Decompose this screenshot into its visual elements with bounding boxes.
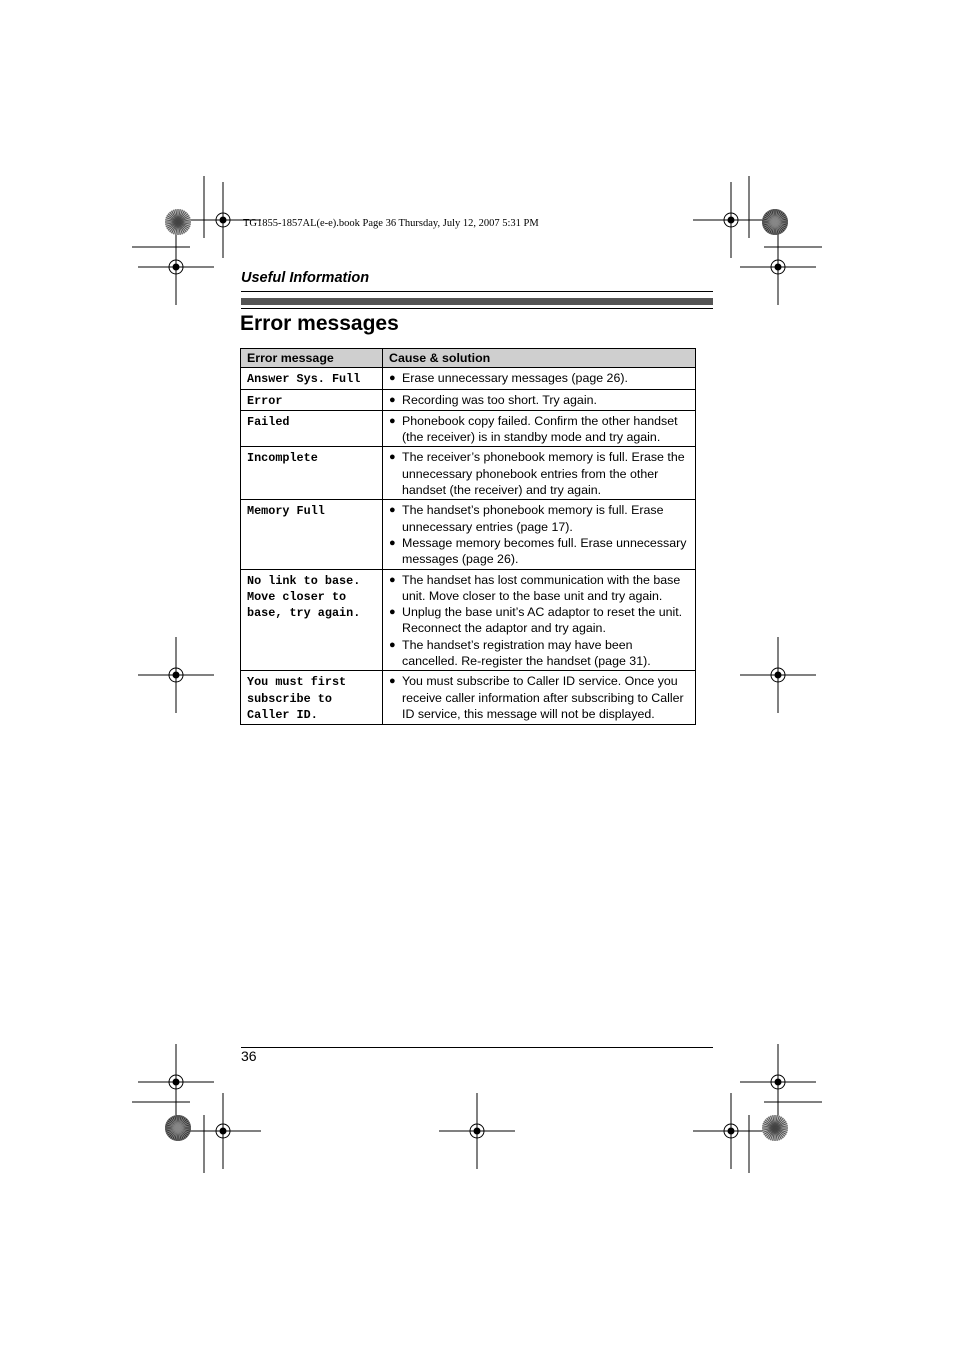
column-header-message: Error message xyxy=(241,349,383,368)
file-slug: TG1855-1857AL(e-e).book Page 36 Thursday, July 12, 2007 5:31 PM xyxy=(243,218,539,229)
table-row xyxy=(241,671,696,725)
table-header-row xyxy=(241,349,696,368)
error-message-cell: Incomplete xyxy=(241,447,383,500)
registration-mark-icon xyxy=(693,182,769,258)
cause-text: Phonebook copy failed. Confirm the other handset (the receiver) is in standby mode and try again. xyxy=(402,413,678,445)
bullet-icon: ● xyxy=(389,504,396,517)
page-number: 36 xyxy=(241,1048,257,1064)
cause-text: Unplug the base unit’s AC adaptor to reset the unit. Reconnect the adaptor and try again. xyxy=(402,605,683,636)
registration-mark-icon xyxy=(185,1093,261,1169)
cause-item xyxy=(389,449,689,498)
cause-text: The handset’s phonebook memory is full. Erase unnecessary entries (page 17). xyxy=(402,503,664,534)
bullet-icon: ● xyxy=(389,638,396,651)
starburst-mark-icon xyxy=(762,209,788,235)
section-heading: Useful Information xyxy=(241,270,370,286)
registration-mark-icon xyxy=(740,229,816,305)
cause-item xyxy=(389,502,689,535)
bullet-icon: ● xyxy=(389,372,396,385)
cause-solution-cell xyxy=(383,368,696,389)
table-row xyxy=(241,500,696,569)
starburst-mark-icon xyxy=(165,1115,191,1141)
cause-text: The handset’s registration may have been cancelled. Re-register the handset (page 31). xyxy=(402,637,651,669)
cause-text: You must subscribe to Caller ID service. Once you receive caller information after subscribing to Caller ID service, this message will not be displayed. xyxy=(402,674,684,721)
page-title: Error messages xyxy=(240,312,399,335)
cause-solution-cell xyxy=(383,389,696,410)
cause-text: The handset has lost communication with the base unit. Move closer to the base unit and try again. xyxy=(402,572,681,603)
cause-solution-cell xyxy=(383,447,696,500)
table-row xyxy=(241,447,696,500)
error-message-cell: You must first subscribe to Caller ID. xyxy=(241,671,383,725)
error-table xyxy=(240,348,696,725)
bullet-icon: ● xyxy=(389,451,396,464)
error-message-cell: Error xyxy=(241,389,383,410)
cause-item xyxy=(389,535,689,568)
table-row xyxy=(241,389,696,410)
footer-rule xyxy=(241,1047,713,1048)
table-row xyxy=(241,410,696,447)
error-message-cell: Failed xyxy=(241,410,383,447)
cause-solution-cell xyxy=(383,500,696,569)
registration-mark-icon xyxy=(138,1044,214,1120)
cause-text: Message memory becomes full. Erase unnecessary messages (page 26). xyxy=(402,535,687,567)
column-header-cause: Cause & solution xyxy=(383,349,696,368)
table-row xyxy=(241,569,696,671)
table-row xyxy=(241,368,696,389)
bullet-icon: ● xyxy=(389,675,396,688)
error-message-cell: Answer Sys. Full xyxy=(241,368,383,389)
cause-text: Recording was too short. Try again. xyxy=(402,392,597,407)
cause-text: Erase unnecessary messages (page 26). xyxy=(402,371,628,386)
registration-mark-icon xyxy=(439,1093,515,1169)
bullet-icon: ● xyxy=(389,606,396,619)
bullet-icon: ● xyxy=(389,573,396,586)
cause-solution-cell xyxy=(383,671,696,725)
header-rule xyxy=(241,291,713,292)
cause-solution-cell xyxy=(383,410,696,447)
header-rule-lower xyxy=(241,308,713,309)
registration-mark-icon xyxy=(740,1044,816,1120)
header-bar xyxy=(241,298,713,305)
bullet-icon: ● xyxy=(389,393,396,406)
error-message-cell: Memory Full xyxy=(241,500,383,569)
cause-item xyxy=(389,572,689,605)
registration-mark-icon xyxy=(138,229,214,305)
cause-item xyxy=(389,604,689,637)
cause-item xyxy=(389,413,689,446)
error-message-cell: No link to base. Move closer to base, try again. xyxy=(241,569,383,671)
bullet-icon: ● xyxy=(389,414,396,427)
cause-item xyxy=(389,673,689,722)
cause-item xyxy=(389,637,689,670)
cause-item xyxy=(389,370,689,386)
registration-mark-icon xyxy=(693,1093,769,1169)
bullet-icon: ● xyxy=(389,536,396,549)
cause-solution-cell xyxy=(383,569,696,671)
registration-mark-icon xyxy=(740,637,816,713)
starburst-mark-icon xyxy=(165,209,191,235)
starburst-mark-icon xyxy=(762,1115,788,1141)
cause-text: The receiver’s phonebook memory is full. Erase the unnecessary phonebook entries from the other handset (the receiver) and try again. xyxy=(402,450,685,498)
registration-mark-icon xyxy=(138,637,214,713)
cause-item xyxy=(389,392,689,408)
